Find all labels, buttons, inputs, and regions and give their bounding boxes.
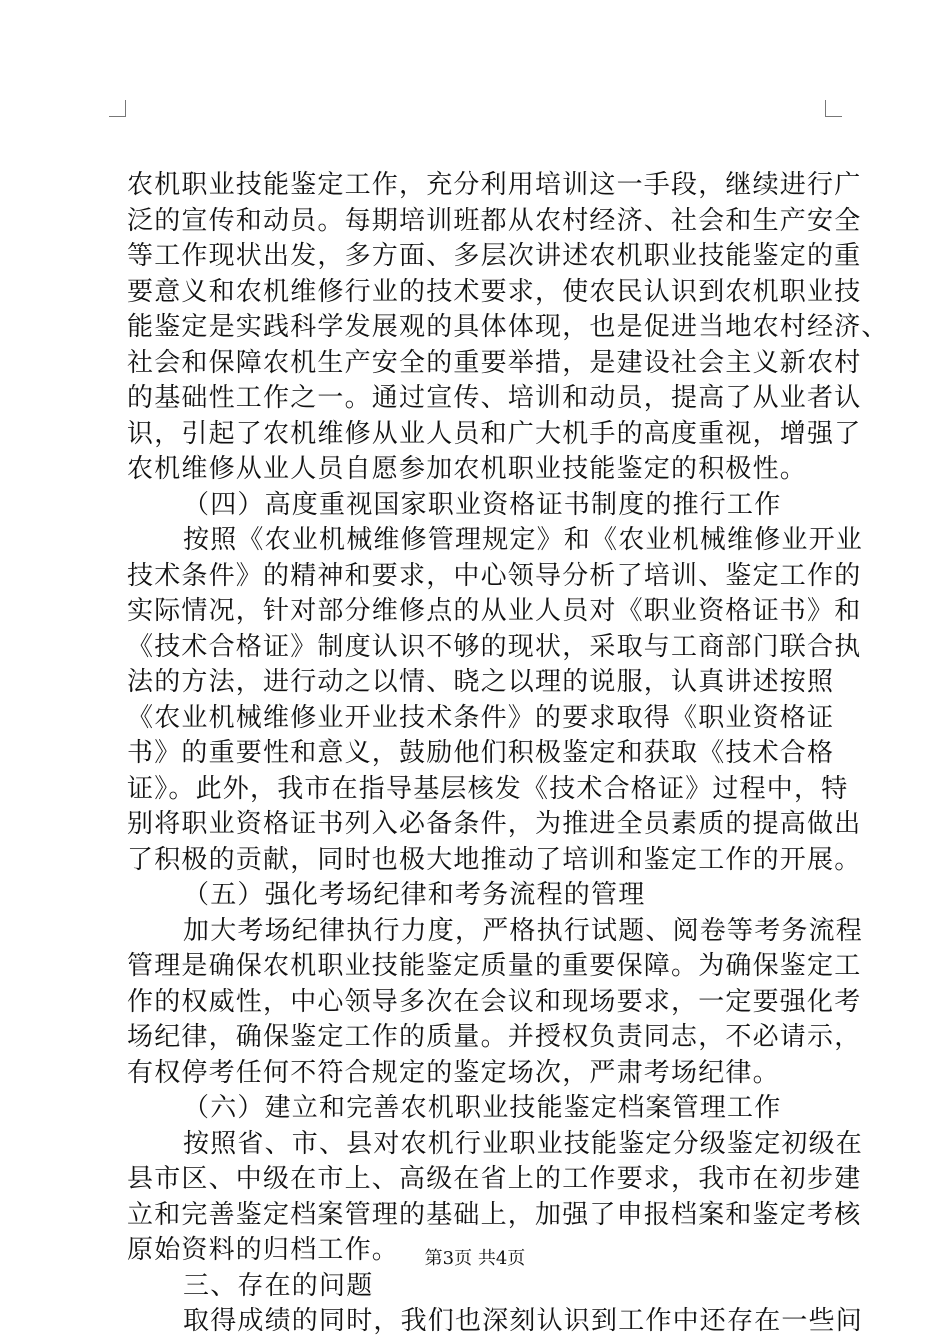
text-line: （五）强化考场纪律和考务流程的管理 — [183, 880, 646, 910]
text-line: 识，引起了农机维修从业人员和广大机手的高度重视，增强了 — [127, 418, 862, 449]
text-line: 实际情况，针对部分维修点的从业人员对《职业资格证书》和 — [127, 596, 862, 626]
text-line: 证》。此外，我市在指导基层核发《技术合格证》过程中，特 — [127, 773, 849, 804]
text-line: 作的权威性，中心领导多次在会议和现场要求，一定要强化考 — [127, 986, 862, 1017]
crop-mark-top-left — [109, 100, 126, 117]
text-line: 县市区、中级在市上、高级在省上的工作要求，我市在初步建 — [127, 1164, 862, 1194]
text-line: （四）高度重视国家职业资格证书制度的推行工作 — [183, 489, 782, 520]
text-line: 农机职业技能鉴定工作，充分利用培训这一手段，继续进行广 — [127, 170, 862, 200]
text-line: 社会和保障农机生产安全的重要举措，是建设社会主义新农村 — [127, 347, 862, 378]
text-line: 管理是确保农机职业技能鉴定质量的重要保障。为确保鉴定工 — [127, 951, 862, 981]
text-line: 三、存在的问题 — [183, 1270, 374, 1301]
text-line: 了积极的贡献，同时也极大地推动了培训和鉴定工作的开展。 — [127, 844, 862, 875]
text-line: 加大考场纪律执行力度，严格执行试题、阅卷等考务流程 — [183, 915, 864, 946]
text-line: 书》的重要性和意义，鼓励他们积极鉴定和获取《技术合格 — [127, 738, 835, 768]
text-line: 原始资料的归档工作。 — [127, 1235, 400, 1265]
document-body — [127, 168, 889, 1340]
crop-mark-top-right — [825, 100, 842, 117]
text-line: （六）建立和完善农机职业技能鉴定档案管理工作 — [183, 1093, 782, 1123]
text-line: 能鉴定是实践科学发展观的具体体现，也是促进当地农村经济、 — [127, 312, 889, 342]
text-line: 按照省、市、县对农机行业职业技能鉴定分级鉴定初级在 — [183, 1128, 864, 1159]
text-line: 有权停考任何不符合规定的鉴定场次，严肃考场纪律。 — [127, 1057, 780, 1088]
text-line: 法的方法，进行动之以情、晓之以理的说服，认真讲述按照 — [127, 667, 835, 697]
text-line: 要意义和农机维修行业的技术要求，使农民认识到农机职业技 — [127, 276, 862, 307]
text-line: 等工作现状出发，多方面、多层次讲述农机职业技能鉴定的重 — [127, 241, 862, 271]
text-line: 立和完善鉴定档案管理的基础上，加强了申报档案和鉴定考核 — [127, 1199, 862, 1230]
text-line: 别将职业资格证书列入必备条件，为推进全员素质的提高做出 — [127, 809, 862, 839]
text-line: 技术条件》的精神和要求，中心领导分析了培训、鉴定工作的 — [127, 560, 862, 591]
text-line: 农机维修从业人员自愿参加农机职业技能鉴定的积极性。 — [127, 454, 808, 484]
text-line: 泛的宣传和动员。每期培训班都从农村经济、社会和生产安全 — [127, 205, 862, 236]
text-line: 场纪律，确保鉴定工作的质量。并授权负责同志，不必请示， — [127, 1022, 862, 1052]
text-line: 的基础性工作之一。通过宣传、培训和动员，提高了从业者认 — [127, 383, 862, 413]
text-line: 按照《农业机械维修管理规定》和《农业机械维修业开业 — [183, 525, 864, 555]
text-line: 取得成绩的同时，我们也深刻认识到工作中还存在一些问 — [183, 1306, 864, 1336]
text-line: 《技术合格证》制度认识不够的现状，采取与工商部门联合执 — [127, 631, 862, 662]
text-line: 《农业机械维修业开业技术条件》的要求取得《职业资格证 — [127, 702, 835, 733]
page-footer: 第3页 共4页 — [424, 1248, 526, 1269]
